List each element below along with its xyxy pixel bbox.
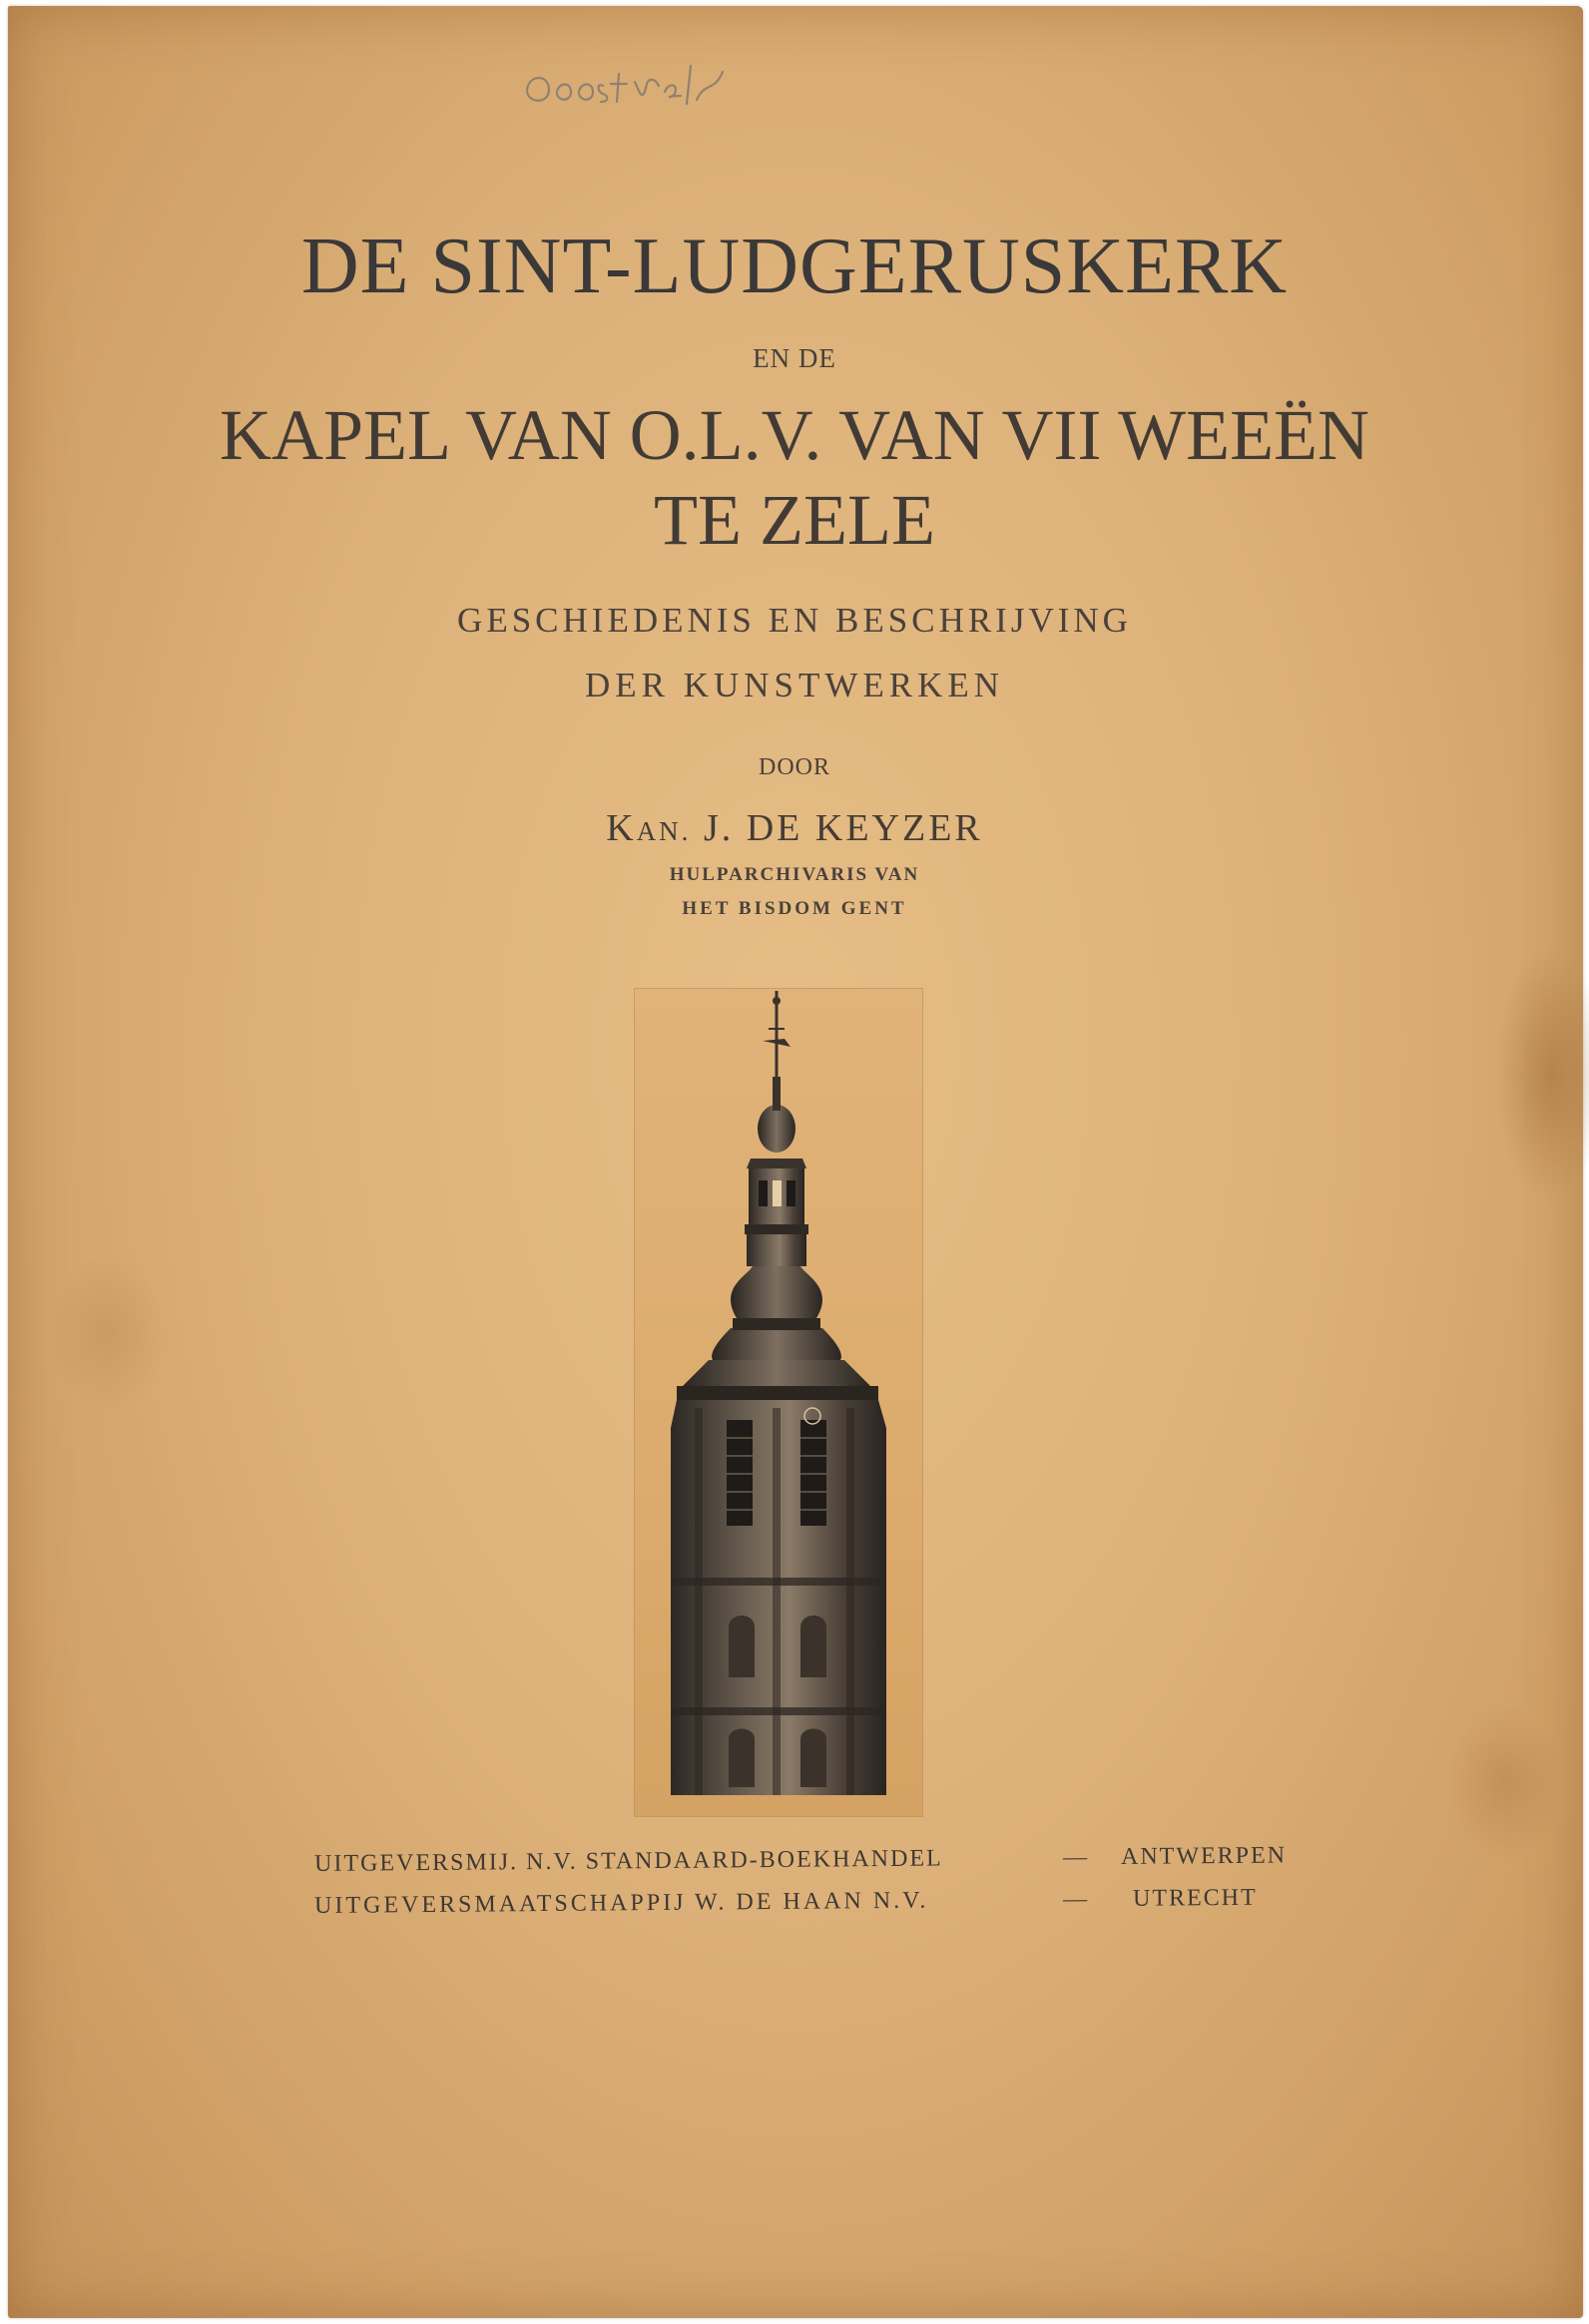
author-role-line-1: HULPARCHIVARIS VAN <box>669 864 920 885</box>
publisher-name: UITGEVERSMIJ. N.V. STANDAARD-BOEKHANDEL <box>314 1845 943 1877</box>
author-prefix-initial: K <box>606 807 637 849</box>
subtitle-line-2: TE ZELE <box>654 480 935 560</box>
publisher-city: ANTWERPEN <box>1120 1842 1288 1870</box>
publisher-city: UTRECHT <box>1132 1884 1258 1912</box>
title-connector: EN DE <box>753 343 836 373</box>
paper-stain <box>48 1253 168 1413</box>
subtitle-line-1: KAPEL VAN O.L.V. VAN VII WEEËN <box>219 395 1370 475</box>
book-title: DE SINT-LUDGERUSKERK <box>300 223 1289 310</box>
church-tower-photo <box>635 989 922 1816</box>
author-surname: J. DE KEYZER <box>703 807 983 849</box>
tower-illustration <box>635 989 922 1816</box>
description-line-2: DER KUNSTWERKEN <box>584 666 1005 704</box>
publisher-dash: — <box>1062 1844 1090 1871</box>
author-name <box>0 806 1589 850</box>
by-label: DOOR <box>758 754 830 780</box>
publisher-dash: — <box>1062 1886 1090 1913</box>
paper-stain <box>1495 944 1589 1203</box>
author-prefix-rest: AN. <box>636 816 692 846</box>
handwritten-note <box>519 52 759 122</box>
author-role-line-2: HET BISDOM GENT <box>682 898 907 919</box>
description-line-1: GESCHIEDENIS EN BESCHRIJVING <box>457 601 1132 640</box>
paper-stain <box>1445 1702 1565 1862</box>
publisher-name: UITGEVERSMAATSCHAPPIJ W. DE HAAN N.V. <box>314 1887 929 1919</box>
